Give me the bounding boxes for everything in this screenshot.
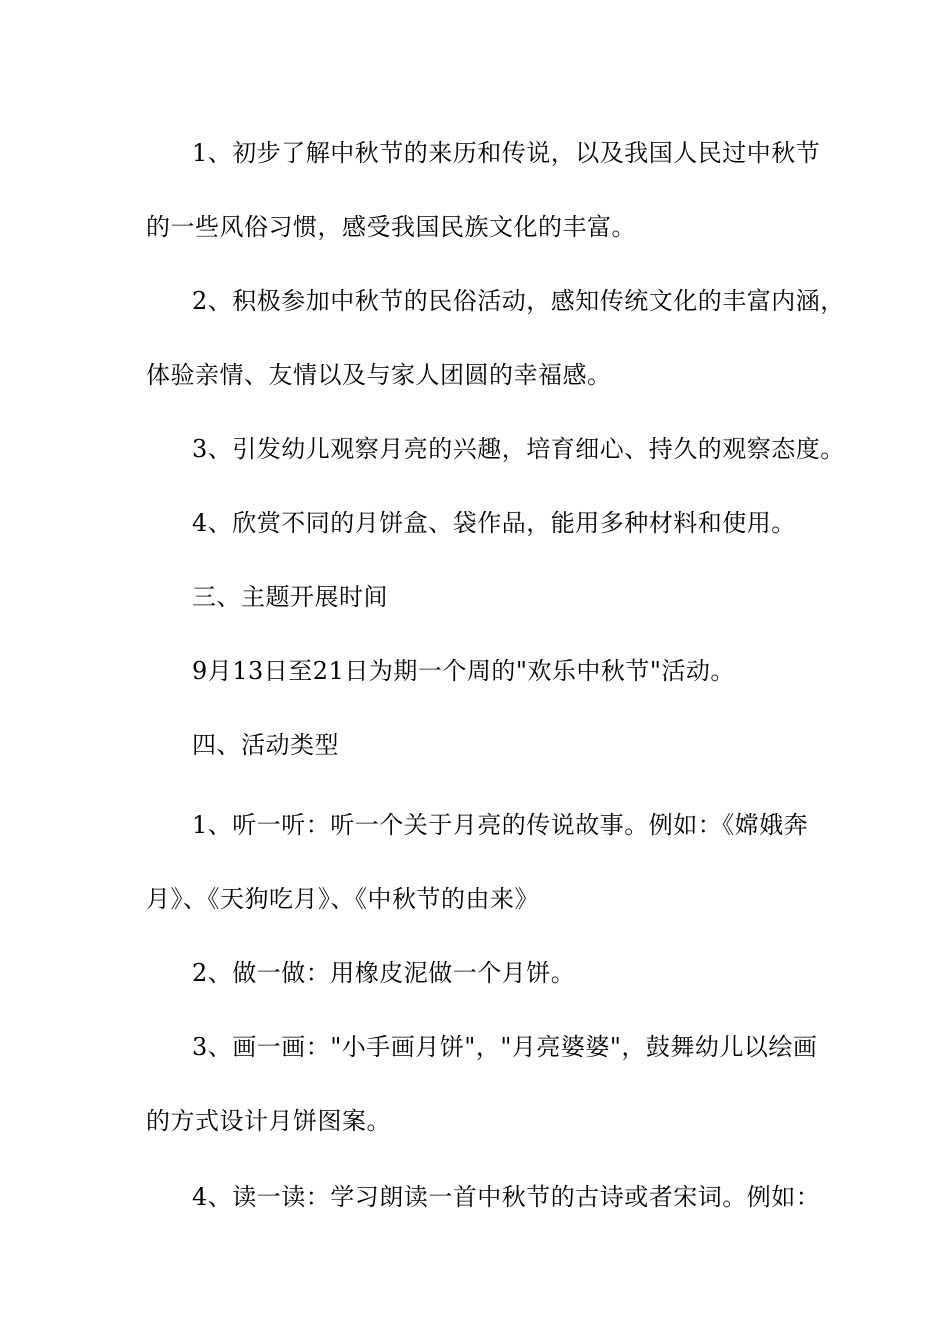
text-line-5: 3、引发幼儿观察月亮的兴趣，培育细心、持久的观察态度。 bbox=[192, 435, 845, 463]
text-line-4: 体验亲情、友情以及与家人团圆的幸福感。 bbox=[146, 361, 612, 389]
text-line-15: 4、读一读：学习朗读一首中秋节的古诗或者宋词。例如： bbox=[192, 1183, 821, 1211]
section-heading-time: 三、主题开展时间 bbox=[192, 583, 388, 611]
text-line-10: 1、听一听：听一个关于月亮的传说故事。例如：《嫦娥奔 bbox=[192, 811, 809, 839]
text-line-3: 2、积极参加中秋节的民俗活动，感知传统文化的丰富内涵， bbox=[192, 287, 845, 315]
text-line-13: 3、画一画："小手画月饼"，"月亮婆婆"，鼓舞幼儿以绘画 bbox=[192, 1033, 818, 1061]
text-line-12: 2、做一做：用橡皮泥做一个月饼。 bbox=[192, 959, 576, 987]
text-line-1: 1、初步了解中秋节的来历和传说，以及我国人民过中秋节 bbox=[192, 139, 821, 167]
text-line-8: 9月13日至21日为期一个周的"欢乐中秋节"活动。 bbox=[192, 657, 735, 685]
text-line-14: 的方式设计月饼图案。 bbox=[146, 1107, 391, 1135]
text-line-6: 4、欣赏不同的月饼盒、袋作品，能用多种材料和使用。 bbox=[192, 509, 796, 537]
text-line-11: 月》、《天狗吃月》、《中秋节的由来》 bbox=[146, 885, 539, 913]
text-line-2: 的一些风俗习惯，感受我国民族文化的丰富。 bbox=[146, 213, 636, 241]
section-heading-activity-types: 四、活动类型 bbox=[192, 731, 339, 759]
